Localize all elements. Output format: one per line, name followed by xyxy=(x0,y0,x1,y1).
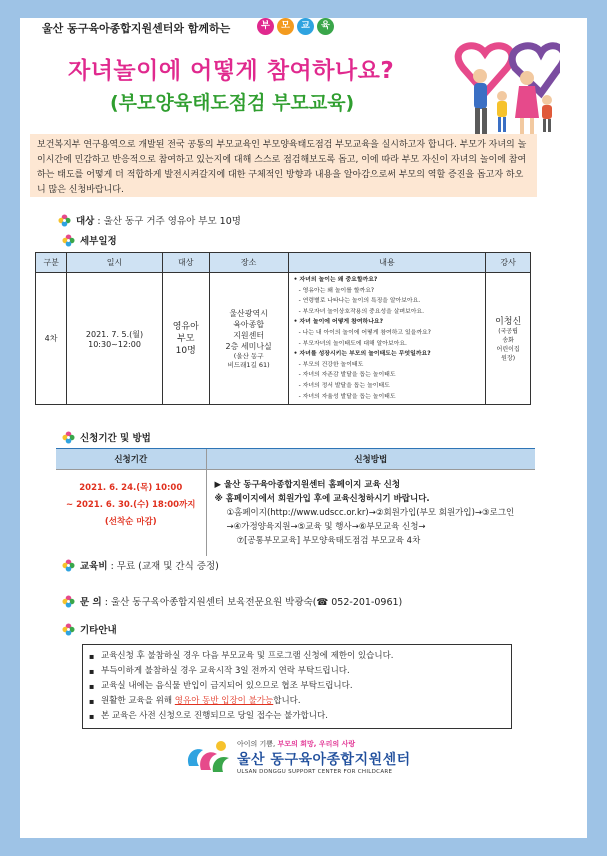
method-step: →④가정양육지원→⑤교육 및 행사→⑥부모교육 신청→ xyxy=(226,522,426,532)
flower-icon xyxy=(62,595,75,608)
note-highlight: 영유아 동반 입장이 불가능 xyxy=(174,696,274,706)
instructor-sub: 원장) xyxy=(501,355,516,363)
header-org: 울산 동구육아종합지원센터와 함께하는 xyxy=(42,22,231,35)
instructor-sub: (국공립 xyxy=(498,328,518,336)
content-item: - 영유아는 왜 놀이를 할까요? xyxy=(298,287,375,294)
table-header: 장소 xyxy=(209,253,288,273)
note-item: ▪ 교육실 내에는 음식물 반입이 금지되어 있으므로 협조 부탁드립니다. xyxy=(101,679,505,694)
content-item: • 자녀의 놀이는 왜 중요할까요? xyxy=(293,277,378,283)
content-item: - 자녀의 정서 발달을 돕는 놀이태도 xyxy=(298,382,390,389)
table-header: 구분 xyxy=(36,253,67,273)
logo-name: 울산 동구육아종합지원센터 xyxy=(237,752,411,768)
content-list xyxy=(294,275,481,402)
circle-char: 모 xyxy=(277,18,294,35)
flower-icon xyxy=(62,234,75,247)
note-item: ▪ 본 교육은 사전 신청으로 진행되므로 당일 접수는 불가합니다. xyxy=(101,709,505,724)
table-header: 내용 xyxy=(288,253,486,273)
table-row xyxy=(56,470,535,557)
center-logo xyxy=(183,736,411,778)
content-item: - 연령별로 나타나는 놀이의 특징을 알아보아요. xyxy=(298,298,421,305)
table-header-row xyxy=(36,253,531,273)
flower-icon xyxy=(62,559,75,572)
schedule-heading xyxy=(62,233,117,247)
table-header: 일시 xyxy=(67,253,163,273)
logo-tagline-b: 부모의 희망, 우리의 사랑 xyxy=(277,740,356,748)
contact-line xyxy=(62,594,402,608)
instructor-name: 이청신 xyxy=(495,317,522,328)
schedule-label: 세부일정 xyxy=(80,236,117,247)
note-item: ▪ 부득이하게 불참하실 경우 교육시작 3일 전까지 연락 부탁드립니다. xyxy=(101,664,505,679)
apply-header-row xyxy=(56,449,535,470)
content-cell xyxy=(288,273,486,405)
target-line-text: 영유아 xyxy=(172,321,199,332)
notes-box xyxy=(82,644,512,729)
fee-value: : 무료 (교재 및 간식 증정) xyxy=(110,561,219,572)
table-row xyxy=(36,273,531,405)
period-cell xyxy=(56,470,206,557)
logo-mark-icon xyxy=(183,736,233,778)
logo-text xyxy=(237,739,411,775)
table-header: 대상 xyxy=(162,253,209,273)
header-circles xyxy=(257,18,334,35)
apply-label: 신청기간 및 방법 xyxy=(80,433,151,444)
place-line: 지원센터 xyxy=(233,330,265,340)
place-sub-line: (울산 동구 xyxy=(233,351,264,360)
content-item: - 나는 내 아이의 놀이에 어떻게 참여하고 있을까요? xyxy=(298,329,431,336)
instructor-sub: 어린이집 xyxy=(496,346,520,354)
notes-heading xyxy=(62,622,117,636)
place-cell xyxy=(209,273,288,405)
method-step: ①홈페이지(http://www.udscc.or.kr)→②회원가입(부모 회원가입)→③로그인 xyxy=(226,508,515,518)
target-cell xyxy=(162,273,209,405)
family-illustration xyxy=(445,38,560,138)
logo-english: ULSAN DONGGU SUPPORT CENTER FOR CHILDCARE xyxy=(237,769,393,775)
target-line-text: 10명 xyxy=(175,345,196,356)
note-item: ▪ 교육신청 후 불참하실 경우 다음 부모교육 및 프로그램 신청에 제한이 있습니다. xyxy=(101,649,505,664)
note-text: 원활한 교육을 위해 xyxy=(101,696,175,706)
place-line: 울산광역시 xyxy=(229,308,268,318)
content-item: - 부모자녀의 놀이태도에 대해 알아보아요. xyxy=(298,340,407,347)
content-item: • 자녀 놀이에 어떻게 참여하나요? xyxy=(293,319,384,326)
logo-tagline xyxy=(237,739,411,749)
apply-heading xyxy=(62,430,151,444)
method-title: ▶ 울산 동구육아종합지원센터 홈페이지 교육 신청 xyxy=(214,480,401,490)
page-subtitle: (부모양육태도점검 부모교육) xyxy=(110,92,355,114)
content-item: - 부모의 건강한 놀이태도 xyxy=(298,361,364,368)
page-title: 자녀놀이에 어떻게 참여하나요? xyxy=(68,58,395,84)
method-note: ※ 홈페이지에서 회원가입 후에 교육신청하시기 바랍니다. xyxy=(214,494,430,504)
content-item: • 자녀를 성장시키는 부모의 놀이태도는 무엇일까요? xyxy=(293,351,431,358)
circle-char: 교 xyxy=(297,18,314,35)
instructor-sub: 송화 xyxy=(502,337,514,345)
circle-char: 부 xyxy=(257,18,274,35)
note-text: 합니다. xyxy=(273,696,301,706)
place-line: 육아종합 xyxy=(233,319,265,329)
place-sub-line: 비드래1길 61) xyxy=(227,360,270,369)
contact-value: : 울산 동구육아종합지원센터 보육전문요원 박광숙(☎ 052-201-0961) xyxy=(104,597,403,608)
method-step: ⑦[공통부모교육] 부모양육태도점검 부모교육 4차 xyxy=(236,536,421,546)
intro-text: 보건복지부 연구용역으로 개발된 전국 공통의 부모교육인 부모양육태도점검 부모교육을 실시하고자 합니다. 부모가 자녀의 놀이시간에 민감하고 반응적으로 참여하고 있는지에 대해 스스로 점검해보도록 돕고, 이에 따라 부모 자신이 자녀의 놀이에 참여하는 태도를 어떻게 더 적합하게 발전시켜갈지에 대한 구체적인 방향과 내용을 알아감으로써 부모의 역할 증진을 돕고자 하오니 많은 신청바랍니다. xyxy=(30,134,537,197)
target-label: 대상 xyxy=(76,216,95,227)
date-cell xyxy=(67,273,163,405)
flower-icon xyxy=(62,431,75,444)
fee-line xyxy=(62,558,219,572)
table-header: 신청방법 xyxy=(206,449,535,470)
time-text: 10:30~12:00 xyxy=(88,339,141,349)
period-line: (선착순 마감) xyxy=(104,517,157,527)
target-line xyxy=(58,213,241,227)
circle-char: 육 xyxy=(317,18,334,35)
date-text: 2021. 7. 5.(월) xyxy=(85,329,144,339)
flower-icon xyxy=(62,623,75,636)
notes-label: 기타안내 xyxy=(80,625,117,636)
period-line: ~ 2021. 6. 30.(수) 18:00까지 xyxy=(65,500,196,510)
place-line: 2층 세미나실 xyxy=(225,341,272,351)
target-line-text: 부모 xyxy=(177,333,195,344)
table-header: 강사 xyxy=(486,253,531,273)
contact-label: 문 의 xyxy=(80,597,102,608)
period-line: 2021. 6. 24.(목) 10:00 xyxy=(79,483,183,493)
note-item xyxy=(101,694,505,709)
target-value: : 울산 동구 거주 영유아 부모 10명 xyxy=(97,216,241,227)
fee-label: 교육비 xyxy=(80,561,108,572)
content-item: - 자녀의 자존감 발달을 돕는 놀이태도 xyxy=(298,372,396,379)
flower-icon xyxy=(58,214,71,227)
apply-table xyxy=(56,448,535,556)
logo-tagline-a: 아이의 기쁨, xyxy=(237,740,278,748)
round-cell: 4차 xyxy=(36,273,67,405)
content-item: - 자녀의 자율성 발달을 돕는 놀이태도 xyxy=(298,393,396,400)
schedule-table xyxy=(35,252,531,405)
instructor-cell xyxy=(486,273,531,405)
method-cell xyxy=(206,470,535,557)
content-item: - 부모자녀 놀이상호작용의 중요성을 살펴보아요. xyxy=(298,308,424,315)
table-header: 신청기간 xyxy=(56,449,206,470)
